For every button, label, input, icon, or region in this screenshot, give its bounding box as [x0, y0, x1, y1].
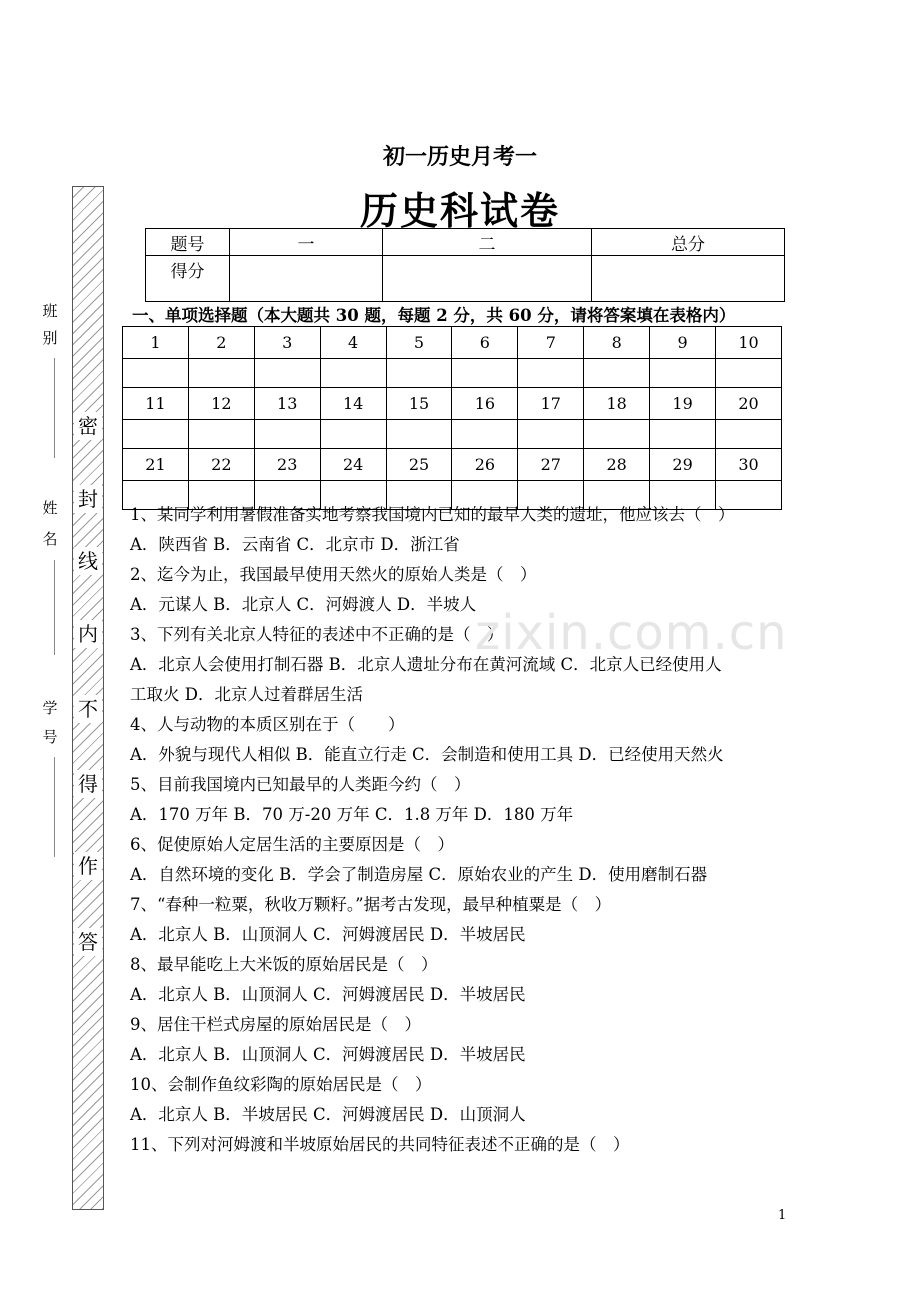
seal-char: 封 [74, 485, 102, 513]
question-line: A．170 万年 B．70 万-20 万年 C．1.8 万年 D．180 万年 [130, 805, 574, 824]
question-line: A．陕西省 B．云南省 C．北京市 D．浙江省 [130, 535, 460, 554]
answer-number-cell: 12 [188, 388, 254, 420]
answer-number-cell: 14 [320, 388, 386, 420]
score-header-cell: 二 [383, 229, 592, 256]
answer-blank-cell[interactable] [320, 359, 386, 388]
exam-subtitle: 初一历史月考一 [382, 144, 537, 170]
answer-blank-cell[interactable] [518, 420, 584, 449]
answer-number-cell: 19 [650, 388, 716, 420]
name-label-char: 名 [42, 530, 58, 548]
answer-grid [122, 326, 782, 510]
answer-number-cell: 30 [716, 449, 782, 481]
answer-number-cell: 25 [386, 449, 452, 481]
answer-number-cell: 5 [386, 327, 452, 359]
answer-blank-cell[interactable] [254, 359, 320, 388]
score-cell[interactable] [592, 256, 785, 302]
answer-blank-cell[interactable] [123, 420, 189, 449]
student-id-field-line [54, 757, 55, 857]
answer-number-cell: 7 [518, 327, 584, 359]
answer-blank-row [123, 359, 782, 388]
score-table [145, 228, 785, 302]
answer-blank-cell[interactable] [254, 420, 320, 449]
answer-number-cell: 21 [123, 449, 189, 481]
name-label-char: 姓 [42, 499, 58, 517]
question-line: 3、下列有关北京人特征的表述中不正确的是（ ） [130, 625, 504, 644]
answer-number-cell: 1 [123, 327, 189, 359]
class-label-char: 别 [42, 329, 58, 347]
answer-number-cell: 17 [518, 388, 584, 420]
question-line: 6、促使原始人定居生活的主要原因是（ ） [130, 835, 454, 854]
answer-blank-cell[interactable] [518, 359, 584, 388]
answer-blank-cell[interactable] [188, 359, 254, 388]
answer-number-cell: 18 [584, 388, 650, 420]
score-cell[interactable] [383, 256, 592, 302]
seal-char: 作 [74, 852, 102, 880]
answer-blank-cell[interactable] [650, 420, 716, 449]
answer-number-cell: 8 [584, 327, 650, 359]
question-line: 10、会制作鱼纹彩陶的原始居民是（ ） [130, 1075, 432, 1094]
answer-blank-cell[interactable] [716, 359, 782, 388]
exam-title: 历史科试卷 [359, 188, 560, 233]
answer-number-cell: 26 [452, 449, 518, 481]
answer-blank-cell[interactable] [452, 359, 518, 388]
question-line: 8、最早能吃上大米饭的原始居民是（ ） [130, 955, 438, 974]
page-number: 1 [778, 1208, 787, 1223]
answer-number-cell: 10 [716, 327, 782, 359]
name-field-line [54, 560, 55, 655]
answer-number-cell: 27 [518, 449, 584, 481]
score-header-cell: 一 [230, 229, 383, 256]
question-line: A．北京人 B．山顶洞人 C．河姆渡居民 D．半坡居民 [130, 925, 526, 944]
answer-number-cell: 9 [650, 327, 716, 359]
student-id-label-char: 号 [42, 728, 58, 746]
answer-number-cell: 20 [716, 388, 782, 420]
seal-char: 不 [74, 695, 102, 723]
answer-number-cell: 2 [188, 327, 254, 359]
answer-blank-cell[interactable] [584, 420, 650, 449]
seal-char: 得 [74, 770, 102, 798]
question-line: 工取火 D．北京人过着群居生活 [130, 685, 363, 704]
question-line: A．元谋人 B．北京人 C．河姆渡人 D．半坡人 [130, 595, 477, 614]
answer-number-cell: 6 [452, 327, 518, 359]
seal-char: 密 [74, 412, 102, 440]
question-line: A．北京人会使用打制石器 B．北京人遗址分布在黄河流域 C．北京人已经使用人 [130, 655, 722, 674]
question-line: A．北京人 B．山顶洞人 C．河姆渡居民 D．半坡居民 [130, 1045, 526, 1064]
section-heading: 一、单项选择题（本大题共 30 题，每题 2 分，共 60 分，请将答案填在表格内） [132, 306, 736, 325]
answer-number-cell: 16 [452, 388, 518, 420]
question-line: A．北京人 B．半坡居民 C．河姆渡居民 D．山顶洞人 [130, 1105, 526, 1124]
question-list [130, 500, 790, 1160]
question-line: 11、下列对河姆渡和半坡原始居民的共同特征表述不正确的是（ ） [130, 1135, 630, 1154]
answer-number-cell: 28 [584, 449, 650, 481]
answer-number-cell: 24 [320, 449, 386, 481]
question-line: A．外貌与现代人相似 B．能直立行走 C．会制造和使用工具 D．已经使用天然火 [130, 745, 724, 764]
seal-char: 线 [74, 547, 102, 575]
question-line: A．自然环境的变化 B．学会了制造房屋 C．原始农业的产生 D．使用磨制石器 [130, 865, 708, 884]
question-line: 4、人与动物的本质区别在于（ ） [130, 715, 405, 734]
answer-number-cell: 13 [254, 388, 320, 420]
answer-blank-cell[interactable] [320, 420, 386, 449]
answer-number-row [123, 449, 782, 481]
answer-blank-cell[interactable] [386, 420, 452, 449]
question-line: A．北京人 B．山顶洞人 C．河姆渡居民 D．半坡居民 [130, 985, 526, 1004]
answer-blank-cell[interactable] [650, 359, 716, 388]
answer-number-cell: 29 [650, 449, 716, 481]
score-cell[interactable] [230, 256, 383, 302]
answer-blank-cell[interactable] [123, 359, 189, 388]
student-id-label-char: 学 [42, 699, 58, 717]
question-line: 5、目前我国境内已知最早的人类距今约（ ） [130, 775, 471, 794]
seal-char: 答 [74, 928, 102, 956]
answer-blank-cell[interactable] [386, 359, 452, 388]
answer-number-cell: 15 [386, 388, 452, 420]
watermark: zixin.com.cn [475, 605, 788, 661]
answer-blank-cell[interactable] [188, 420, 254, 449]
answer-number-cell: 11 [123, 388, 189, 420]
question-line: 9、居住干栏式房屋的原始居民是（ ） [130, 1015, 421, 1034]
answer-number-row [123, 388, 782, 420]
question-line: 1、某同学利用暑假准备实地考察我国境内已知的最早人类的遗址，他应该去（ ） [130, 505, 735, 524]
seal-char: 内 [74, 620, 102, 648]
score-row-label: 得分 [146, 256, 230, 302]
answer-number-cell: 23 [254, 449, 320, 481]
answer-blank-cell[interactable] [452, 420, 518, 449]
question-line: 7、“春种一粒粟，秋收万颗籽。”据考古发现，最早种植粟是（ ） [130, 895, 612, 914]
class-label-char: 班 [42, 302, 58, 320]
answer-number-cell: 22 [188, 449, 254, 481]
score-header-cell: 总分 [592, 229, 785, 256]
class-field-line [54, 358, 55, 458]
question-line: 2、迄今为止，我国最早使用天然火的原始人类是（ ） [130, 565, 537, 584]
answer-number-row [123, 327, 782, 359]
score-header-cell: 题号 [146, 229, 230, 256]
answer-blank-cell[interactable] [584, 359, 650, 388]
answer-number-cell: 3 [254, 327, 320, 359]
answer-number-cell: 4 [320, 327, 386, 359]
answer-blank-cell[interactable] [716, 420, 782, 449]
answer-blank-row [123, 420, 782, 449]
